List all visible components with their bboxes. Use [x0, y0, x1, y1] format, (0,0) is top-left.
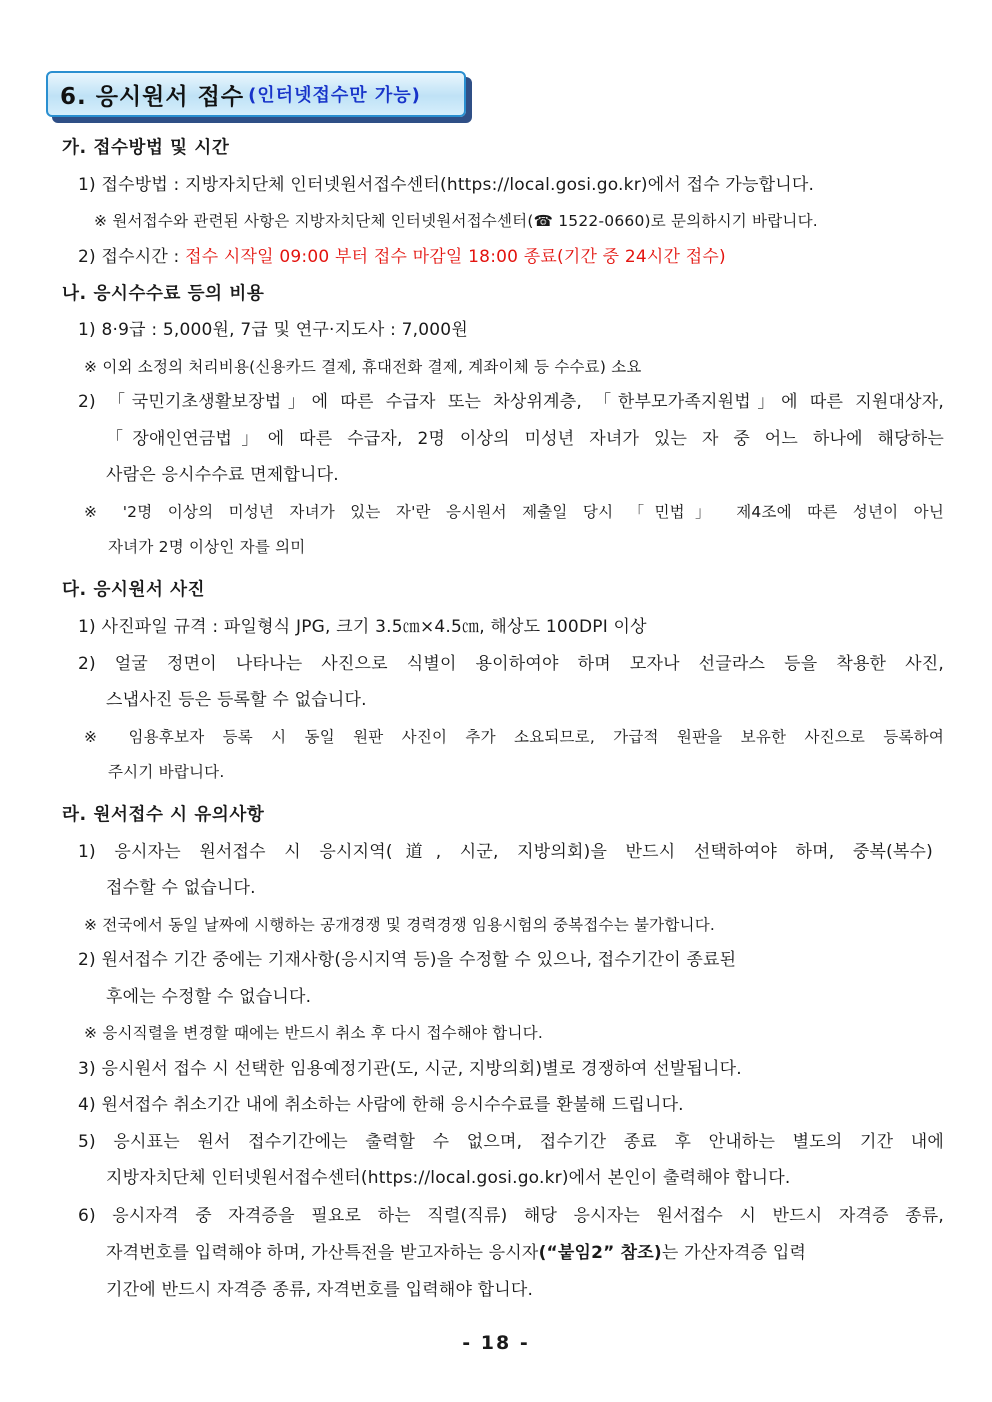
heading-ga: 가. 접수방법 및 시간: [62, 138, 230, 158]
ra-item-3: 3) 응시원서 접수 시 선택한 임용예정기관(도, 시군, 지방의회)별로 경쟁하여 선발됩니다.: [78, 1059, 742, 1079]
heading-na: 나. 응시수수료 등의 비용: [62, 284, 265, 304]
ra-item-6-line-3: 기간에 반드시 자격증 종류, 자격번호를 입력해야 합니다.: [106, 1280, 534, 1300]
heading-da: 다. 응시원서 사진: [62, 580, 206, 600]
appendix-reference: (“붙임2” 참조): [538, 1243, 662, 1263]
da-item-1: 1) 사진파일 규격 : 파일형식 JPG, 크기 3.5㎝×4.5㎝, 해상도 100DPI 이상: [78, 617, 647, 637]
na-note-2-line-2: 자녀가 2명 이상인 자를 의미: [108, 538, 306, 556]
na-note-1: ※ 이외 소정의 처리비용(신용카드 결제, 휴대전화 결제, 계좌이체 등 수수료) 소요: [84, 358, 642, 376]
ra-item-6-line-2-pre: 자격번호를 입력해야 하며, 가산특전을 받고자하는 응시자: [106, 1243, 539, 1263]
na-item-2-line-2: 「장애인연금법」에 따른 수급자, 2명 이상의 미성년 자녀가 있는 자 중 어느 하나에 해당하는: [106, 429, 944, 449]
na-item-2-line-1: 2) 「국민기초생활보장법」에 따른 수급자 또는 차상위계층, 「한부모가족지원법」에 따른 지원대상자,: [78, 392, 944, 412]
phone-icon: ☎: [533, 212, 554, 230]
da-item-2-line-2: 스냅사진 등은 등록할 수 없습니다.: [106, 690, 367, 710]
na-item-2-line-3: 사람은 응시수수료 면제합니다.: [106, 465, 339, 485]
na-item-1: 1) 8·9급 : 5,000원, 7급 및 연구·지도사 : 7,000원: [78, 320, 468, 340]
ra-item-4: 4) 원서접수 취소기간 내에 취소하는 사람에 한해 응시수수료를 환불해 드립니다.: [78, 1095, 684, 1115]
ra-item-2-line-2: 후에는 수정할 수 없습니다.: [106, 987, 312, 1007]
ra-note-2: ※ 응시직렬을 변경할 때에는 반드시 취소 후 다시 접수해야 합니다.: [84, 1024, 543, 1042]
ga-note-1-post: 1522-0660)로 문의하시기 바랍니다.: [553, 212, 818, 230]
section-title: 6. 응시원서 접수: [60, 83, 245, 110]
na-note-2-line-1: ※ '2명 이상의 미성년 자녀가 있는 자'란 응시원서 제출일 당시 「민법」 제4조에 따른 성년이 아닌: [84, 503, 944, 521]
ga-note-1: [94, 209, 818, 233]
page-number: - 18 -: [462, 1332, 530, 1354]
ra-item-6-line-1: 6) 응시자격 중 자격증을 필요로 하는 직렬(직류) 해당 응시자는 원서접수 시 반드시 자격증 종류,: [78, 1206, 944, 1226]
ra-item-6-line-2: [106, 1241, 806, 1265]
ra-item-5-line-2: 지방자치단체 인터넷원서접수센터(https://local.gosi.go.kr)에서 본인이 출력해야 합니다.: [106, 1168, 791, 1188]
ga-note-1-pre: ※ 원서접수와 관련된 사항은 지방자치단체 인터넷원서접수센터(: [94, 212, 534, 230]
da-item-2-line-1: 2) 얼굴 정면이 나타나는 사진으로 식별이 용이하여야 하며 모자나 선글라스 등을 착용한 사진,: [78, 654, 944, 674]
ra-item-5-line-1: 5) 응시표는 원서 접수기간에는 출력할 수 없으며, 접수기간 종료 후 안내하는 별도의 기간 내에: [78, 1132, 944, 1152]
ra-item-6-line-2-post: 는 가산자격증 입력: [661, 1243, 807, 1263]
da-note-line-2: 주시기 바랍니다.: [108, 763, 225, 781]
ga-item-1: 1) 접수방법 : 지방자치단체 인터넷원서접수센터(https://local.gosi.go.kr)에서 접수 가능합니다.: [78, 175, 815, 195]
section-title-box: [46, 71, 466, 117]
ga-item-2-label: 2) 접수시간 :: [78, 247, 186, 267]
ra-note-1: ※ 전국에서 동일 날짜에 시행하는 공개경쟁 및 경력경쟁 임용시험의 중복접수는 불가합니다.: [84, 916, 715, 934]
ra-item-1-line-1: 1) 응시자는 원서접수 시 응시지역(道, 시군, 지방의회)을 반드시 선택하여야 하며, 중복(복수): [78, 842, 933, 862]
heading-ra: 라. 원서접수 시 유의사항: [62, 805, 265, 825]
ra-item-2-line-1: 2) 원서접수 기간 중에는 기재사항(응시지역 등)을 수정할 수 있으나, 접수기간이 종료된: [78, 950, 737, 970]
da-note-line-1: ※ 임용후보자 등록 시 동일 원판 사진이 추가 소요되므로, 가급적 원판을 보유한 사진으로 등록하여: [84, 728, 944, 746]
ra-item-1-line-2: 접수할 수 없습니다.: [106, 878, 256, 898]
ga-item-2: [78, 245, 726, 269]
section-title-note: (인터넷접수만 가능): [248, 85, 421, 106]
ga-item-2-time: 접수 시작일 09:00 부터 접수 마감일 18:00 종료(기간 중 24시간 접수): [185, 247, 726, 267]
